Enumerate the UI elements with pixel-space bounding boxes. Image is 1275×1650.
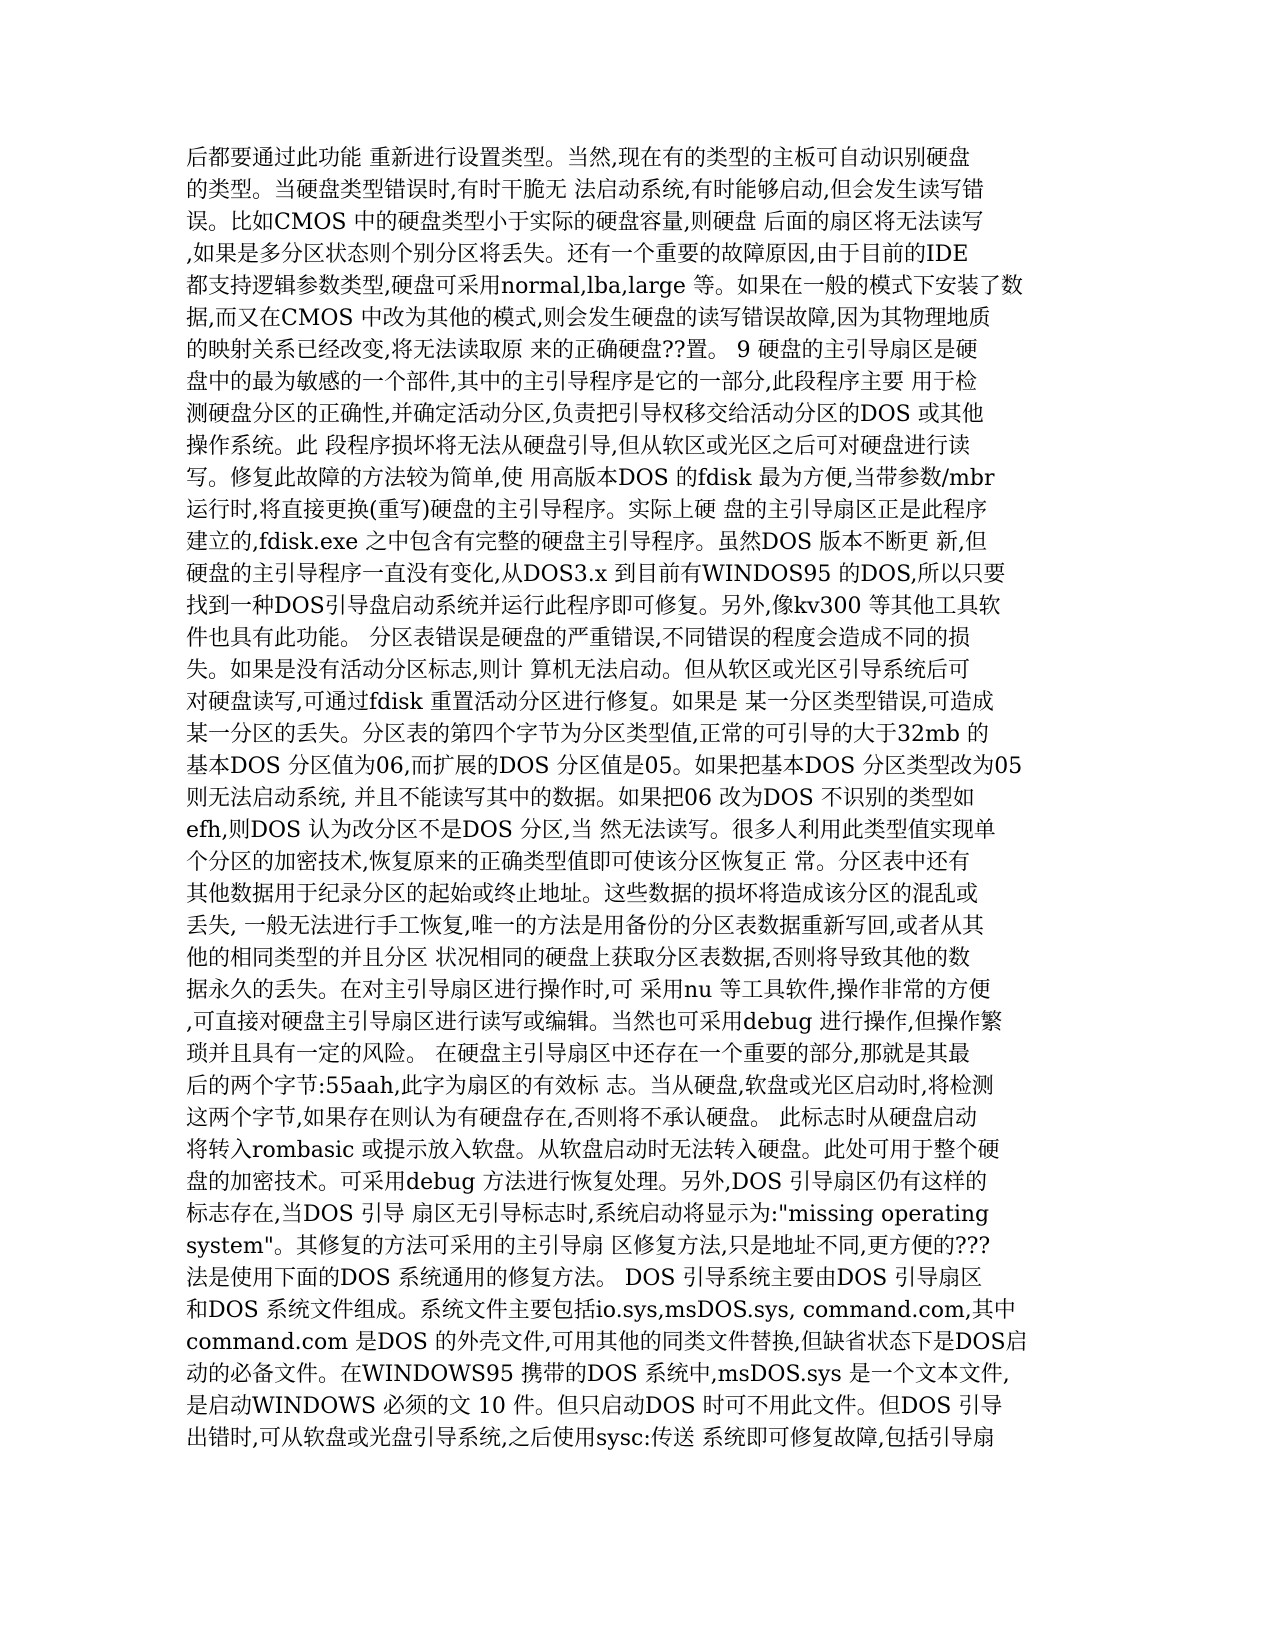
text-line: 硬盘的主引导程序一直没有变化,从DOS3.x 到目前有WINDOS95 的DOS,所以只要 (186, 562, 1006, 587)
text-line: ,如果是多分区状态则个别分区将丢失。还有一个重要的故障原因,由于目前的IDE (186, 242, 969, 267)
text-line: 失。如果是没有活动分区标志,则计 算机无法启动。但从软区或光区引导系统后可 (186, 658, 970, 683)
text-line: 件也具有此功能。 分区表错误是硬盘的严重错误,不同错误的程度会造成不同的损 (186, 626, 970, 651)
text-line: 操作系统。此 段程序损坏将无法从硬盘引导,但从软区或光区之后可对硬盘进行读 (186, 434, 970, 459)
text-line: ,可直接对硬盘主引导扇区进行读写或编辑。当然也可采用debug 进行操作,但操作繁 (186, 1010, 1003, 1035)
text-line: 盘的加密技术。可采用debug 方法进行恢复处理。另外,DOS 引导扇区仍有这样的 (186, 1170, 988, 1195)
text-line: 琐并且具有一定的风险。 在硬盘主引导扇区中还存在一个重要的部分,那就是其最 (186, 1042, 970, 1067)
text-line: 都支持逻辑参数类型,硬盘可采用normal,lba,large 等。如果在一般的模式下安装了数 (186, 274, 1023, 299)
text-line: 对硬盘读写,可通过fdisk 重置活动分区进行修复。如果是 某一分区类型错误,可造成 (186, 690, 994, 715)
text-line: 基本DOS 分区值为06,而扩展的DOS 分区值是05。如果把基本DOS 分区类型改为05 (186, 754, 1023, 779)
text-line: 测硬盘分区的正确性,并确定活动分区,负责把引导权移交给活动分区的DOS 或其他 (186, 402, 984, 427)
text-line: 的类型。当硬盘类型错误时,有时干脆无 法启动系统,有时能够启动,但会发生读写错 (186, 178, 984, 203)
text-line: 其他数据用于纪录分区的起始或终止地址。这些数据的损坏将造成该分区的混乱或 (186, 882, 979, 907)
text-line: 找到一种DOS引导盘启动系统并运行此程序即可修复。另外,像kv300 等其他工具软 (186, 594, 1001, 619)
text-line: 的映射关系已经改变,将无法读取原 来的正确硬盘??置。 9 硬盘的主引导扇区是硬 (186, 338, 978, 363)
text-line: 则无法启动系统, 并且不能读写其中的数据。如果把06 改为DOS 不识别的类型如 (186, 786, 975, 811)
text-line: 丢失, 一般无法进行手工恢复,唯一的方法是用备份的分区表数据重新写回,或者从其 (186, 914, 984, 939)
text-line: 据永久的丢失。在对主引导扇区进行操作时,可 采用nu 等工具软件,操作非常的方便 (186, 978, 991, 1003)
text-line: 后的两个字节:55aah,此字为扇区的有效标 志。当从硬盘,软盘或光区启动时,将检测 (186, 1074, 994, 1099)
text-line: 某一分区的丢失。分区表的第四个字节为分区类型值,正常的可引导的大于32mb 的 (186, 722, 989, 747)
text-line: 和DOS 系统文件组成。系统文件主要包括io.sys,msDOS.sys, command.com,其中 (186, 1298, 1016, 1323)
text-line: 后都要通过此功能 重新进行设置类型。当然,现在有的类型的主板可自动识别硬盘 (186, 146, 970, 171)
text-line: 运行时,将直接更换(重写)硬盘的主引导程序。实际上硬 盘的主引导扇区正是此程序 (186, 498, 988, 523)
text-line: 盘中的最为敏感的一个部件,其中的主引导程序是它的一部分,此段程序主要 用于检 (186, 370, 977, 395)
text-line: 将转入rombasic 或提示放入软盘。从软盘启动时无法转入硬盘。此处可用于整个硬 (186, 1138, 1000, 1163)
text-line: system"。其修复的方法可采用的主引导扇 区修复方法,只是地址不同,更方便的??? (186, 1234, 991, 1259)
text-line: 是启动WINDOWS 必须的文 10 件。但只启动DOS 时可不用此文件。但DOS 引导 (186, 1394, 1003, 1419)
text-line: 出错时,可从软盘或光盘引导系统,之后使用sysc:传送 系统即可修复故障,包括引导扇 (186, 1426, 995, 1451)
text-line: command.com 是DOS 的外壳文件,可用其他的同类文件替换,但缺省状态下是DOS启 (186, 1330, 1028, 1355)
text-line: 建立的,fdisk.exe 之中包含有完整的硬盘主引导程序。虽然DOS 版本不断更 新,但 (186, 530, 988, 555)
text-line: 动的必备文件。在WINDOWS95 携带的DOS 系统中,msDOS.sys 是一个文本文件, (186, 1362, 1010, 1387)
text-line: 据,而又在CMOS 中改为其他的模式,则会发生硬盘的读写错误故障,因为其物理地质 (186, 306, 991, 331)
text-line: 他的相同类型的并且分区 状况相同的硬盘上获取分区表数据,否则将导致其他的数 (186, 946, 970, 971)
text-line: efh,则DOS 认为改分区不是DOS 分区,当 然无法读写。很多人利用此类型值实现单 (186, 818, 996, 843)
text-line: 这两个字节,如果存在则认为有硬盘存在,否则将不承认硬盘。 此标志时从硬盘启动 (186, 1106, 977, 1131)
text-line: 误。比如CMOS 中的硬盘类型小于实际的硬盘容量,则硬盘 后面的扇区将无法读写 (186, 210, 984, 235)
text-line: 标志存在,当DOS 引导 扇区无引导标志时,系统启动将显示为:"missing operating (186, 1202, 990, 1227)
text-line: 写。修复此故障的方法较为简单,使 用高版本DOS 的fdisk 最为方便,当带参数/mbr (186, 466, 995, 491)
text-line: 法是使用下面的DOS 系统通用的修复方法。 DOS 引导系统主要由DOS 引导扇区 (186, 1266, 983, 1291)
body-text (186, 143, 1086, 1455)
text-line: 个分区的加密技术,恢复原来的正确类型值即可使该分区恢复正 常。分区表中还有 (186, 850, 970, 875)
